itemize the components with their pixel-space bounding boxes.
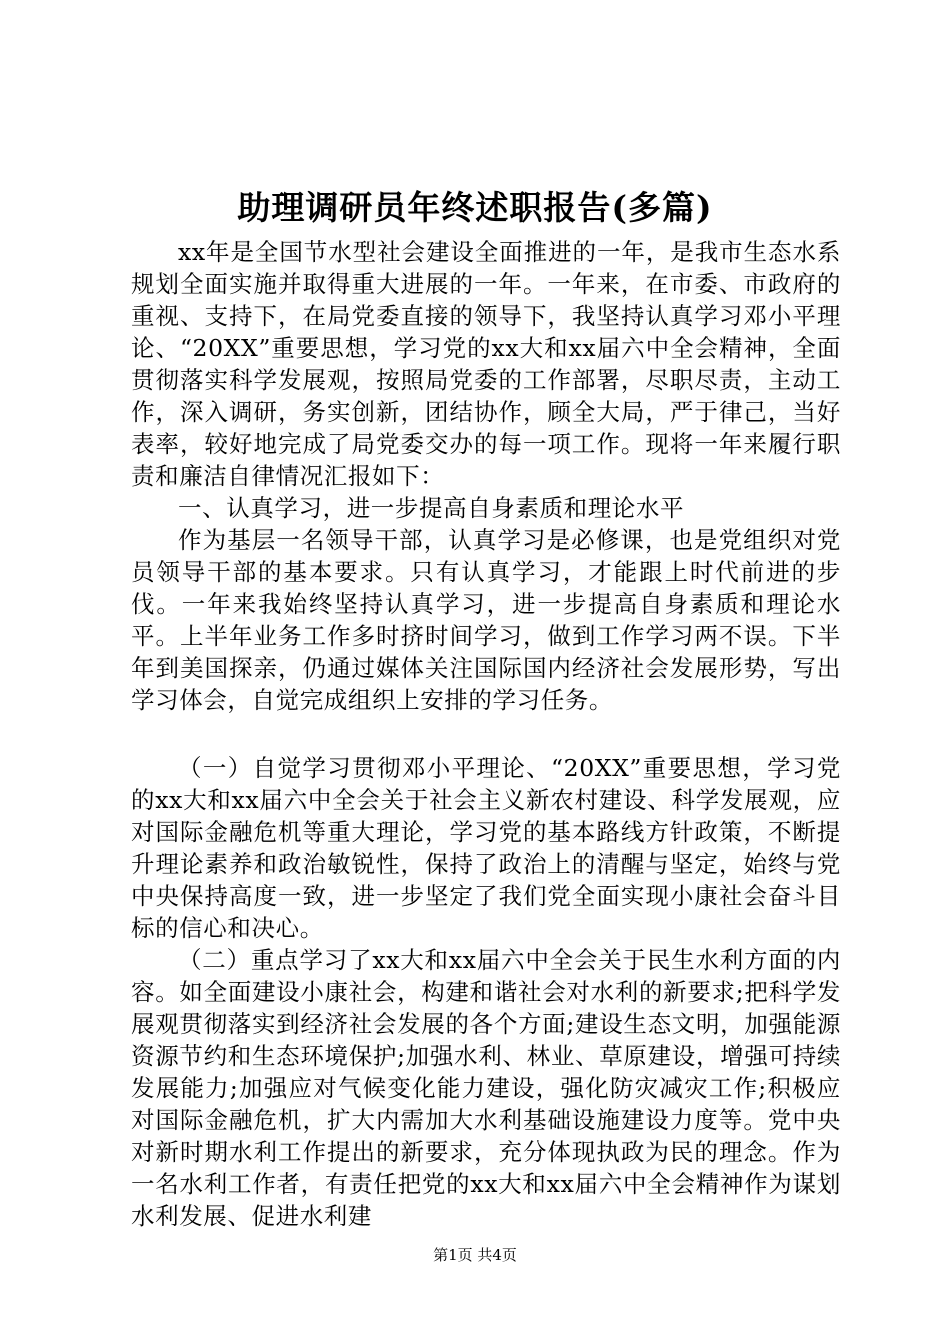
paragraph-study: 作为基层一名领导干部，认真学习是必修课，也是党组织对党员领导干部的基本要求。只有认真学习，才能跟上时代前进的步伐。一年来我始终坚持认真学习，进一步提高自身素质和理论水平。上半年业务工作多时挤时间学习，做到工作学习两不误。下半年到美国探亲，仍通过媒体关注国际国内经济社会发展形势，写出学习体会，自觉完成组织上安排的学习任务。 [131, 526, 841, 714]
paragraph-item-1: （一）自觉学习贯彻邓小平理论、“20XX”重要思想，学习党的xx大和xx届六中全会关于社会主义新农村建设、科学发展观，应对国际金融危机等重大理论，学习党的基本路线方针政策，不断提升理论素养和政治敏锐性，保持了政治上的清醒与坚定，始终与党中央保持高度一致，进一步坚定了我们党全面实现小康社会奋斗目标的信心和决心。 [131, 754, 841, 942]
document-body [131, 236, 841, 1232]
page-number-footer: 第1页 共4页 [433, 1246, 517, 1264]
paragraph-intro: xx年是全国节水型社会建设全面推进的一年，是我市生态水系规划全面实施并取得重大进展的一年。一年来，在市委、市政府的重视、支持下，在局党委直接的领导下，我坚持认真学习邓小平理论、“20XX”重要思想，学习党的xx大和xx届六中全会精神，全面贯彻落实科学发展观，按照局党委的工作部署，尽职尽责，主动工作，深入调研，务实创新，团结协作，顾全大局，严于律己，当好表率，较好地完成了局党委交办的每一项工作。现将一年来履行职责和廉洁自律情况汇报如下： [131, 238, 841, 490]
paragraph-spacer [131, 716, 841, 752]
paragraph-item-2: （二）重点学习了xx大和xx届六中全会关于民生水利方面的内容。如全面建设小康社会，构建和谐社会对水利的新要求;把科学发展观贯彻落实到经济社会发展的各个方面;建设生态文明，加强能源资源节约和生态环境保护;加强水利、林业、草原建设，增强可持续发展能力;加强应对气候变化能力建设，强化防灾减灾工作;积极应对国际金融危机，扩大内需加大水利基础设施建设力度等。党中央对新时期水利工作提出的新要求，充分体现执政为民的理念。作为一名水利工作者，有责任把党的xx大和xx届六中全会精神作为谋划水利发展、促进水利建 [131, 946, 841, 1230]
page-title: 助理调研员年终述职报告(多篇) [237, 188, 713, 227]
section-heading-1: 一、认真学习，进一步提高自身素质和理论水平 [178, 494, 685, 522]
